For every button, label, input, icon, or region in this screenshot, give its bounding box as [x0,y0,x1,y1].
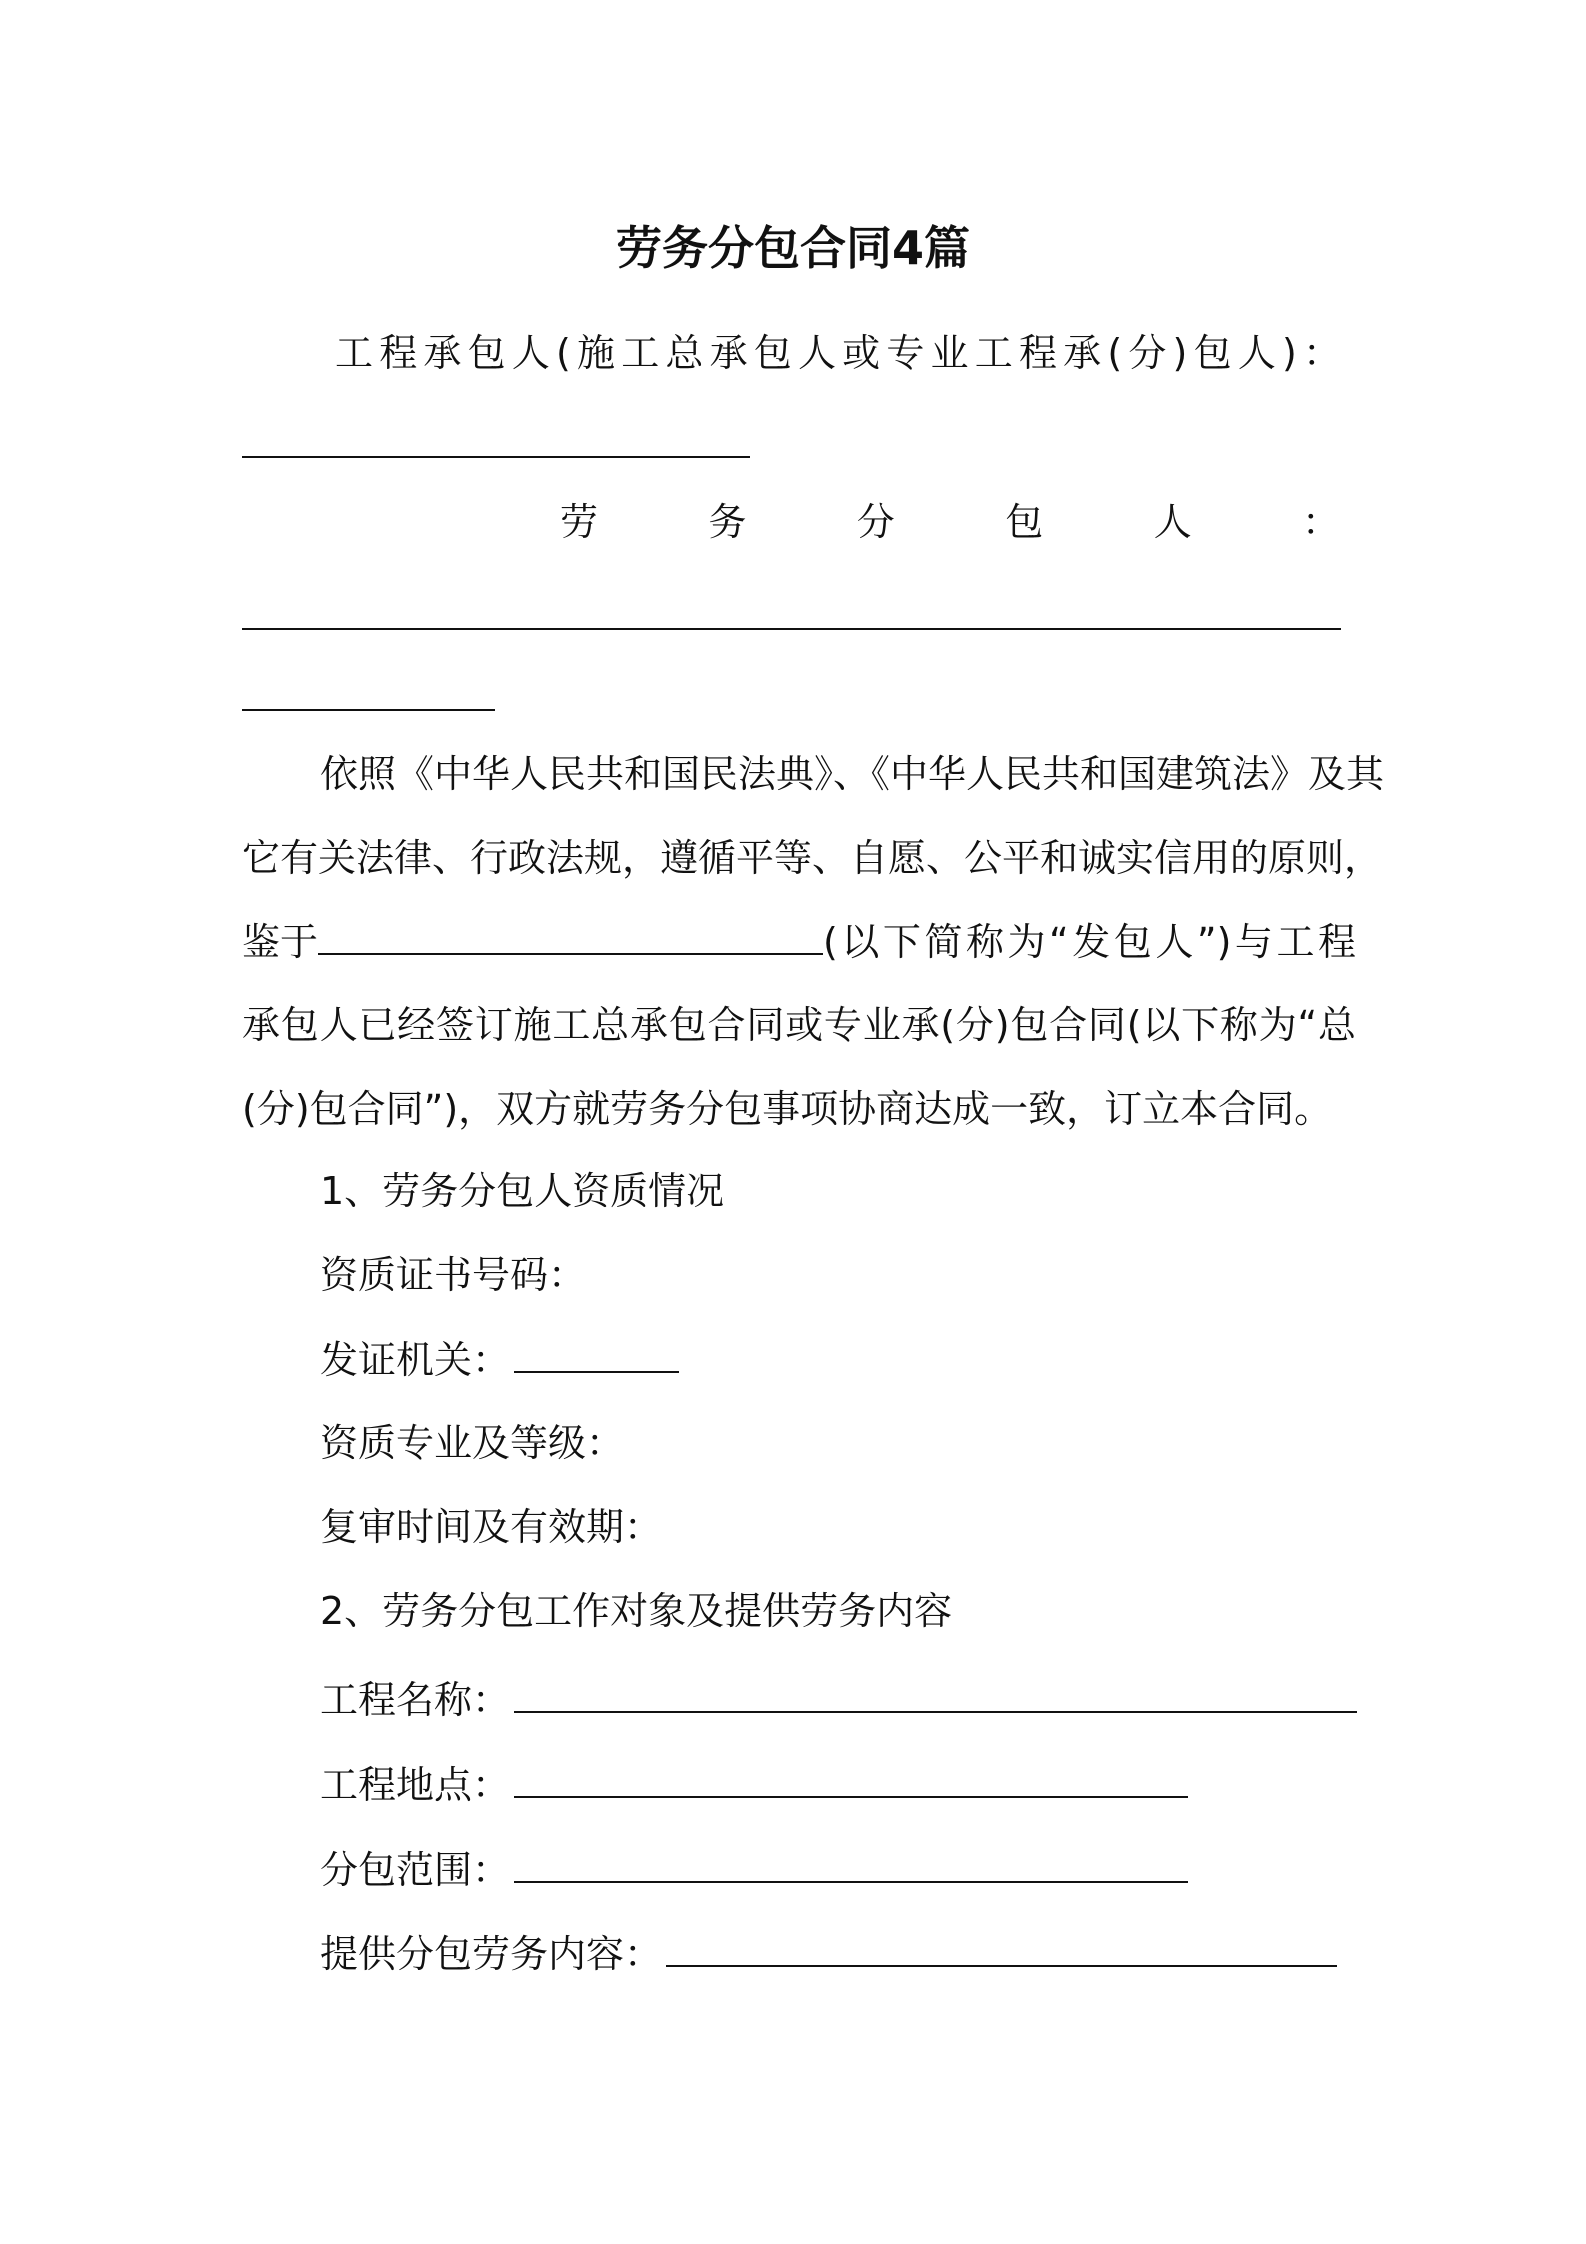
preamble-line-4: 承包人已经签订施工总承包合同或专业承(分)包合同(以下称为“总 [242,1003,1356,1047]
section-1-heading: 1、劳务分包人资质情况 [320,1169,725,1213]
scope-label: 分包范围： [320,1848,511,1892]
preamble-prefix: 鉴于 [242,920,319,964]
preamble-suffix: (以下简称为“发包人”)与工程 [823,920,1356,964]
contractor-label: 工程承包人(施工总承包人或专业工程承(分)包人)： [335,331,1341,375]
subcontractor-label: 劳务分包人： [560,500,1340,544]
issuer-row [320,1335,679,1385]
project-location-blank[interactable] [514,1760,1188,1798]
section-2-heading: 2、劳务分包工作对象及提供劳务内容 [320,1589,953,1633]
subcontractor-blank-2[interactable] [242,709,495,711]
preamble-line-2: 它有关法律、行政法规，遵循平等、自愿、公平和诚实信用的原则， [242,836,1383,880]
grade-label: 资质专业及等级： [320,1421,625,1465]
employer-blank[interactable] [318,917,823,955]
project-location-row [320,1760,1188,1810]
project-name-label: 工程名称： [320,1678,511,1722]
scope-blank[interactable] [514,1845,1188,1883]
preamble-line-5: (分)包合同”)，双方就劳务分包事项协商达成一致，订立本合同。 [242,1087,1333,1131]
cert-number-label: 资质证书号码： [320,1253,587,1297]
project-location-label: 工程地点： [320,1763,511,1807]
document-title: 劳务分包合同4篇 [615,221,970,275]
contractor-blank[interactable] [242,456,750,458]
issuer-blank[interactable] [514,1335,679,1373]
issuer-label: 发证机关： [320,1338,511,1382]
project-name-blank[interactable] [514,1675,1357,1713]
project-name-row [320,1675,1357,1725]
content-row [320,1929,1337,1979]
subcontractor-blank-1[interactable] [242,628,1341,630]
preamble-line-1: 依照《中华人民共和国民法典》、《中华人民共和国建筑法》及其 [320,752,1385,796]
content-label: 提供分包劳务内容： [320,1932,663,1976]
content-blank[interactable] [666,1929,1337,1967]
scope-row [320,1845,1188,1895]
review-label: 复审时间及有效期： [320,1505,663,1549]
preamble-line-3 [242,917,1356,967]
